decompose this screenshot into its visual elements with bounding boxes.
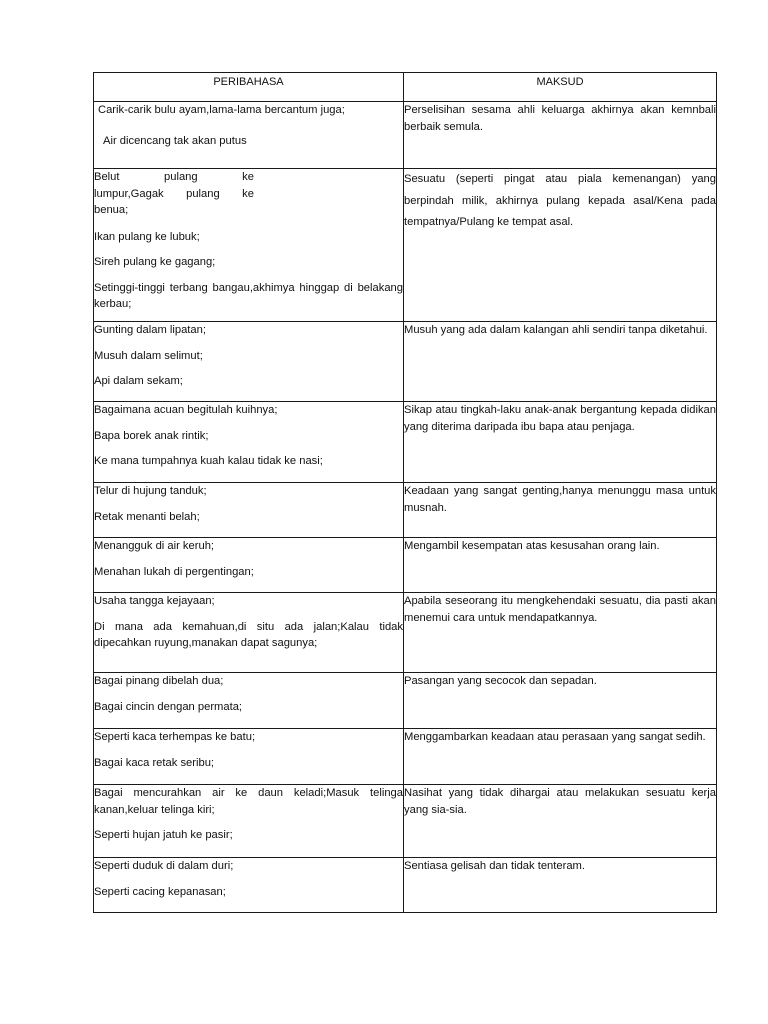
peribahasa-text: Bapa borek anak rintik; bbox=[94, 429, 209, 442]
peribahasa-cell bbox=[94, 673, 404, 729]
peribahasa-cell bbox=[94, 785, 404, 858]
peribahasa-text: Retak menanti belah; bbox=[94, 510, 200, 523]
peribahasa-word: pulang bbox=[164, 171, 198, 183]
peribahasa-word: benua; bbox=[94, 204, 129, 216]
maksud-text: Sentiasa gelisah dan tidak tenteram. bbox=[404, 860, 585, 872]
table-row bbox=[94, 593, 717, 673]
maksud-text: Sesuatu (seperti pingat atau piala kemenangan) yang berpindah milik, akhirnya pulang kepada asal/Kena pada tempatnya/Pulang ke tempat asal. bbox=[404, 173, 716, 228]
peribahasa-text: Sireh pulang ke gagang; bbox=[94, 256, 216, 268]
peribahasa-first-block bbox=[94, 169, 403, 219]
peribahasa-text: Bagai kaca retak seribu; bbox=[94, 756, 215, 769]
table-row bbox=[94, 322, 717, 402]
peribahasa-cell bbox=[94, 858, 404, 913]
peribahasa-text: Api dalam sekam; bbox=[94, 375, 183, 387]
peribahasa-text: Seperti cacing kepanasan; bbox=[94, 885, 226, 898]
maksud-cell bbox=[404, 322, 717, 402]
peribahasa-word: ke bbox=[242, 187, 254, 200]
peribahasa-text: Setinggi-tinggi terbang bangau,akhimya hinggap di belakang kerbau; bbox=[94, 281, 403, 310]
peribahasa-text: Bagai pinang dibelah dua; bbox=[94, 675, 224, 687]
peribahasa-cell bbox=[94, 169, 404, 322]
table-row bbox=[94, 858, 717, 913]
peribahasa-text: Ke mana tumpahnya kuah kalau tidak ke nasi; bbox=[94, 455, 323, 467]
table-row bbox=[94, 729, 717, 785]
peribahasa-text: Bagai cincin dengan permata; bbox=[94, 700, 243, 713]
peribahasa-text: Bagai mencurahkan air ke daun keladi;Masuk telinga kanan,keluar telinga kiri; bbox=[94, 787, 403, 816]
peribahasa-text: Gunting dalam lipatan; bbox=[94, 324, 206, 336]
maksud-cell bbox=[404, 483, 717, 538]
maksud-text: Sikap atau tingkah-laku anak-anak bergantung kepada didikan yang diterima daripada ibu bapa atau penjaga. bbox=[404, 404, 716, 433]
table-row bbox=[94, 538, 717, 593]
table-row bbox=[94, 102, 717, 169]
peribahasa-text: Air dicencang tak akan putus bbox=[103, 134, 247, 147]
peribahasa-text: Di mana ada kemahuan,di situ ada jalan;Kalau tidak dipecahkan ruyung,manakan dapat sagunya; bbox=[94, 620, 403, 649]
maksud-text: Keadaan yang sangat genting,hanya menunggu masa untuk musnah. bbox=[404, 485, 716, 514]
maksud-cell bbox=[404, 673, 717, 729]
maksud-text: Mengambil kesempatan atas kesusahan orang lain. bbox=[404, 540, 660, 552]
maksud-cell bbox=[404, 593, 717, 673]
peribahasa-text: Usaha tangga kejayaan; bbox=[94, 595, 215, 607]
peribahasa-cell bbox=[94, 483, 404, 538]
maksud-cell bbox=[404, 538, 717, 593]
peribahasa-text: Menahan lukah di pergentingan; bbox=[94, 565, 254, 578]
peribahasa-cell bbox=[94, 402, 404, 483]
table-row bbox=[94, 673, 717, 729]
table-row bbox=[94, 785, 717, 858]
peribahasa-text: Bagaimana acuan begitulah kuihnya; bbox=[94, 404, 278, 416]
maksud-text: Apabila seseorang itu mengkehendaki sesuatu, dia pasti akan menemui cara untuk mendapatkannya. bbox=[404, 595, 716, 624]
peribahasa-cell bbox=[94, 102, 404, 169]
header-maksud: MAKSUD bbox=[404, 73, 717, 102]
table-row bbox=[94, 169, 717, 322]
peribahasa-text: Menangguk di air keruh; bbox=[94, 540, 215, 552]
maksud-cell bbox=[404, 785, 717, 858]
peribahasa-text: Seperti duduk di dalam duri; bbox=[94, 860, 234, 872]
table-row bbox=[94, 483, 717, 538]
peribahasa-word: ke bbox=[242, 171, 254, 183]
peribahasa-cell bbox=[94, 729, 404, 785]
peribahasa-text: Ikan pulang ke lubuk; bbox=[94, 230, 200, 243]
maksud-cell bbox=[404, 402, 717, 483]
peribahasa-text: Carik-carik bulu ayam,lama-lama bercantum juga; bbox=[98, 104, 345, 116]
header-peribahasa: PERIBAHASA bbox=[94, 73, 404, 102]
maksud-cell bbox=[404, 169, 717, 322]
peribahasa-table bbox=[93, 72, 717, 913]
peribahasa-text: Telur di hujung tanduk; bbox=[94, 485, 207, 497]
peribahasa-cell bbox=[94, 593, 404, 673]
maksud-text: Menggambarkan keadaan atau perasaan yang sangat sedih. bbox=[404, 731, 706, 743]
peribahasa-word: pulang bbox=[186, 187, 220, 200]
peribahasa-cell bbox=[94, 538, 404, 593]
peribahasa-cell bbox=[94, 322, 404, 402]
table-row bbox=[94, 402, 717, 483]
maksud-text: Nasihat yang tidak dihargai atau melakukan sesuatu kerja yang sia-sia. bbox=[404, 787, 716, 816]
table-header-row bbox=[94, 73, 717, 102]
maksud-cell bbox=[404, 729, 717, 785]
maksud-text: Musuh yang ada dalam kalangan ahli sendiri tanpa diketahui. bbox=[404, 324, 708, 336]
peribahasa-text: Seperti hujan jatuh ke pasir; bbox=[94, 829, 233, 841]
maksud-text: Perselisihan sesama ahli keluarga akhirnya akan kemnbali berbaik semula. bbox=[404, 104, 716, 133]
maksud-cell bbox=[404, 102, 717, 169]
peribahasa-text: Seperti kaca terhempas ke batu; bbox=[94, 731, 256, 743]
peribahasa-text: Musuh dalam selimut; bbox=[94, 349, 203, 362]
peribahasa-word: lumpur,Gagak bbox=[94, 187, 164, 200]
maksud-text: Pasangan yang secocok dan sepadan. bbox=[404, 675, 597, 687]
peribahasa-word: Belut bbox=[94, 171, 120, 183]
maksud-cell bbox=[404, 858, 717, 913]
